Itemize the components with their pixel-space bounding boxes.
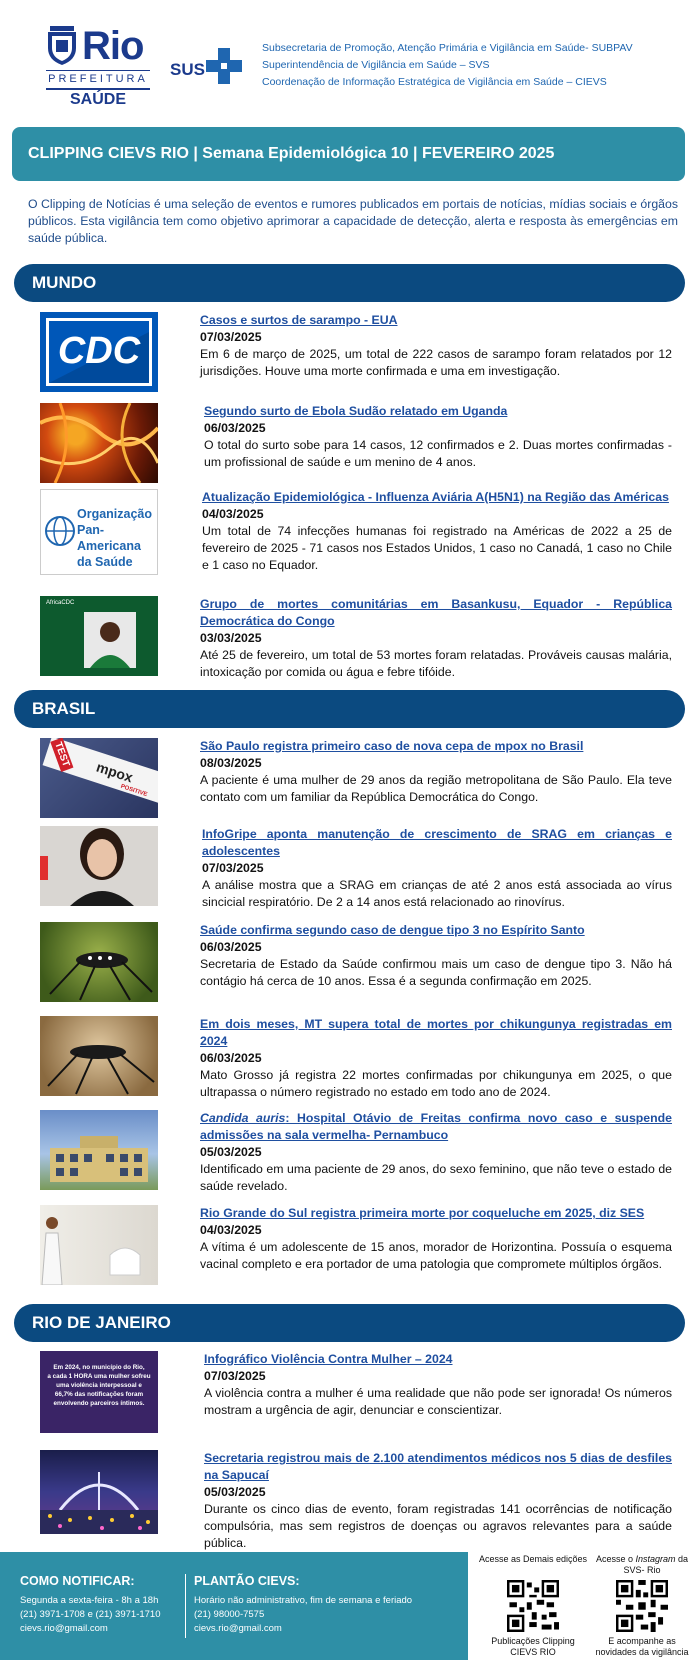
qr-instagram-caption bbox=[587, 1552, 697, 1576]
qr-editions-caption: Acesse as Demais edições bbox=[478, 1554, 588, 1564]
africa-cdc-label: AfricaCDC bbox=[46, 600, 75, 606]
headline-link[interactable]: Grupo de mortes comunitárias em Basankusu, Equador - República Democrática do Congo bbox=[200, 597, 672, 628]
news-date: 08/03/2025 bbox=[200, 756, 262, 770]
positive-label: POSITIVE bbox=[119, 783, 148, 799]
news-date: 06/03/2025 bbox=[204, 421, 266, 435]
news-date: 04/03/2025 bbox=[200, 1223, 262, 1237]
opas-logo-line: Pan-Americana bbox=[77, 523, 141, 553]
infographic-thumbnail[interactable] bbox=[40, 1351, 158, 1433]
infographic-line: Em 2024, no município do Rio, bbox=[53, 1364, 145, 1371]
notify-hours: Segunda a sexta-feira - 8h a 18h bbox=[20, 1595, 159, 1606]
plantao-title: PLANTÃO CIEVS: bbox=[194, 1574, 300, 1588]
headline-link[interactable]: São Paulo registra primeiro caso de nova cepa de mpox no Brasil bbox=[200, 739, 584, 753]
infographic-line: envolvendo parceiros íntimos. bbox=[53, 1400, 145, 1407]
infographic-line: a cada 1 HORA uma mulher sofreu bbox=[47, 1373, 151, 1380]
headline-link[interactable] bbox=[200, 1110, 672, 1144]
news-date: 07/03/2025 bbox=[204, 1369, 266, 1383]
building-icon bbox=[40, 1110, 158, 1190]
headline-link[interactable]: Saúde confirma segundo caso de dengue tipo 3 no Espírito Santo bbox=[200, 923, 585, 937]
header-line-subpav: Subsecretaria de Promoção, Atenção Primária e Vigilância em Saúde- SUBPAV bbox=[262, 42, 633, 54]
mosquito-image[interactable] bbox=[40, 922, 158, 1002]
plantao-phone[interactable]: (21) 98000-7575 bbox=[194, 1609, 265, 1620]
news-summary: O total do surto sobe para 14 casos, 12 confirmados e 2. Duas mortes confirmadas - um profissional de saúde e um menino de 4 anos. bbox=[204, 438, 672, 469]
headline-link[interactable]: Rio Grande do Sul registra primeira morte por coqueluche em 2025, diz SES bbox=[200, 1206, 645, 1220]
opas-logo-line: da Saúde bbox=[77, 555, 133, 569]
headline-link[interactable]: InfoGripe aponta manutenção de crescimento de SRAG em crianças e adolescentes bbox=[202, 827, 672, 858]
opas-logo-thumbnail[interactable] bbox=[40, 489, 158, 575]
rio-wordmark: Rio bbox=[82, 24, 144, 68]
headline-link[interactable]: Infográfico Violência Contra Mulher – 2024 bbox=[204, 1352, 453, 1366]
plantao-cievs bbox=[194, 1574, 464, 1636]
plantao-email[interactable]: cievs.rio@gmail.com bbox=[194, 1623, 282, 1634]
news-summary: A análise mostra que a SRAG em crianças de até 2 anos está associada ao vírus sincicial respiratório. De 2 a 14 anos está relacionado ao rinovírus. bbox=[202, 878, 672, 909]
caption-instagram: Instagram bbox=[635, 1554, 676, 1564]
person-icon bbox=[40, 826, 158, 906]
section-header-brasil: BRASIL bbox=[14, 690, 685, 728]
opas-globe-icon bbox=[45, 516, 75, 546]
researcher-portrait[interactable] bbox=[40, 826, 158, 906]
section-header-rio-de-janeiro: RIO DE JANEIRO bbox=[14, 1304, 685, 1342]
news-date: 06/03/2025 bbox=[200, 940, 262, 954]
news-summary: Até 25 de fevereiro, um total de 53 mortes foram relatadas. Prováveis causas malária, intoxicação por comida ou água e febre tifóide. bbox=[200, 648, 672, 679]
presenter-image[interactable] bbox=[40, 1205, 158, 1285]
speaker-frame bbox=[84, 612, 136, 668]
news-date: 04/03/2025 bbox=[202, 507, 264, 521]
news-date: 03/03/2025 bbox=[200, 631, 262, 645]
qr-code-icon[interactable] bbox=[507, 1580, 559, 1632]
notify-phones[interactable]: (21) 3971-1708 e (21) 3971-1710 bbox=[20, 1609, 161, 1620]
page-title: CLIPPING CIEVS RIO | Semana Epidemiológica 10 | FEVEREIRO 2025 bbox=[12, 127, 685, 181]
headline-link[interactable]: Segundo surto de Ebola Sudão relatado em Uganda bbox=[204, 404, 508, 418]
sus-logo bbox=[170, 46, 242, 86]
headline-rest: : Hospital Otávio de Freitas confirma novo caso e suspende admissões na sala vermelha- Pernambuco bbox=[200, 1111, 672, 1142]
news-date: 07/03/2025 bbox=[200, 330, 262, 344]
saude-label: SAÚDE bbox=[46, 88, 150, 109]
notify-email[interactable]: cievs.rio@gmail.com bbox=[20, 1623, 108, 1634]
section-header-mundo: MUNDO bbox=[14, 264, 685, 302]
qr-editions-label: Publicações Clipping CIEVS RIO bbox=[491, 1636, 575, 1657]
headline-link[interactable]: Em dois meses, MT supera total de mortes por chikungunya registradas em 2024 bbox=[200, 1017, 672, 1048]
qr-instagram bbox=[587, 1552, 697, 1660]
prefeitura-label: PREFEITURA bbox=[46, 70, 150, 85]
mosquito-icon bbox=[40, 922, 158, 1002]
sapucai-night-image[interactable] bbox=[40, 1450, 158, 1534]
red-tab-shape bbox=[40, 856, 48, 880]
news-summary: Secretaria de Estado da Saúde confirmou mais um caso de dengue tipo 3. Não há contágio há cerca de 10 anos. Essa é a segunda confirmação em 2025. bbox=[200, 957, 672, 988]
qr-code-icon[interactable] bbox=[616, 1580, 668, 1632]
cdc-logo-text: CDC bbox=[57, 330, 141, 372]
prefeitura-rio-logo bbox=[42, 24, 152, 110]
footer-divider bbox=[185, 1574, 186, 1638]
mpox-label: mpox bbox=[94, 758, 135, 786]
contact-panel bbox=[0, 1552, 468, 1660]
cdc-logo-thumbnail[interactable] bbox=[40, 312, 158, 392]
headline-italic: Candida auris bbox=[200, 1111, 286, 1125]
intro-paragraph: O Clipping de Notícias é uma seleção de eventos e rumores publicados em portais de notícias, mídias sociais e órgãos públicos. Esta vigilância tem como objetivo aprimorar a capacidade de detecção, alerta e resposta às emergências em saúde pública. bbox=[28, 197, 678, 245]
qr-editions bbox=[478, 1552, 588, 1660]
news-date: 05/03/2025 bbox=[204, 1485, 266, 1499]
headline-link[interactable]: Casos e surtos de sarampo - EUA bbox=[200, 313, 398, 327]
news-summary: Um total de 74 infecções humanas foi registrado na Américas de 2022 a 25 de fevereiro de 2025 - 71 casos nos Estados Unidos, 1 caso no Canadá, 1 caso no Chile e 1 caso no Equador. bbox=[202, 524, 672, 572]
caption-part: Acesse o bbox=[595, 1554, 636, 1564]
plantao-hours: Horário não administrativo, fim de semana e feriado bbox=[194, 1595, 413, 1606]
caption-part: da SVS- Rio bbox=[623, 1554, 689, 1575]
mosquito-skin-image[interactable] bbox=[40, 1016, 158, 1096]
sus-cross-icon bbox=[206, 48, 242, 84]
headline-link[interactable]: Atualização Epidemiológica - Influenza Aviária A(H5N1) na Região das Américas bbox=[202, 490, 669, 504]
header-line-cievs: Coordenação de Informação Estratégica de Vigilância em Saúde – CIEVS bbox=[262, 76, 607, 88]
news-date: 07/03/2025 bbox=[202, 861, 264, 875]
infographic-line: 66,7% das notificações foram bbox=[54, 1391, 144, 1398]
header bbox=[0, 0, 697, 120]
sus-wordmark: SUS bbox=[170, 60, 205, 79]
opas-logo-line: Organização bbox=[77, 507, 153, 521]
africa-cdc-video-thumbnail[interactable] bbox=[40, 596, 158, 676]
news-date: 05/03/2025 bbox=[200, 1145, 262, 1159]
news-summary: Mato Grosso já registra 22 mortes confirmadas por chikungunya em 2025, o que ultrapassa o número registrado no estado em todo ano de 2024. bbox=[200, 1068, 672, 1099]
news-date: 06/03/2025 bbox=[200, 1051, 262, 1065]
infographic-line: uma violência interpessoal e bbox=[56, 1382, 142, 1389]
como-notificar-title: COMO NOTIFICAR: bbox=[20, 1574, 135, 1588]
footer bbox=[0, 1552, 697, 1660]
como-notificar bbox=[20, 1574, 180, 1636]
mosquito-icon bbox=[40, 1016, 158, 1096]
header-organization-lines bbox=[262, 40, 682, 91]
news-summary: Identificado em uma paciente de 29 anos, do sexo feminino, que não teve o estado de saúde revelado. bbox=[200, 1162, 672, 1193]
header-line-svs: Superintendência de Vigilância em Saúde – SVS bbox=[262, 59, 490, 71]
headline-link[interactable]: Secretaria registrou mais de 2.100 atendimentos médicos nos 5 dias de desfiles na Sapucaí bbox=[204, 1451, 672, 1482]
opas-logo-text bbox=[77, 506, 157, 570]
virus-strands-icon bbox=[40, 403, 158, 483]
rio-crest-icon bbox=[44, 26, 80, 66]
sambodromo-icon bbox=[40, 1450, 158, 1534]
news-summary: A paciente é uma mulher de 29 anos da região metropolitana de São Paulo. Ela teve contato com um familiar da República Democrática do Congo. bbox=[200, 773, 672, 804]
news-summary: A violência contra a mulher é uma realidade que não pode ser ignorada! Os números mostram a urgência de agir, denunciar e conscientizar. bbox=[204, 1386, 672, 1417]
infographic-text bbox=[40, 1363, 158, 1408]
mpox-test-image[interactable] bbox=[40, 738, 158, 818]
news-summary: Em 6 de março de 2025, um total de 222 casos de sarampo foram relatados por 12 jurisdições. Houve uma morte confirmada e uma em investigação. bbox=[200, 347, 672, 378]
news-summary: Durante os cinco dias de evento, foram registradas 141 ocorrências de notificação compulsória, mas sem registros de doenças ou agravos relevantes para a saúde pública. bbox=[204, 1502, 672, 1550]
ebola-virus-image[interactable] bbox=[40, 403, 158, 483]
person-icon bbox=[40, 1205, 158, 1285]
news-summary: A vítima é um adolescente de 15 anos, morador de Horizontina. Possuía o esquema vacinal completo e era portador de uma patologia que compromete múltiplos órgãos. bbox=[200, 1240, 672, 1271]
hospital-building-image[interactable] bbox=[40, 1110, 158, 1190]
qr-instagram-label: E acompanhe as novidades da vigilância bbox=[595, 1636, 689, 1657]
test-label: TEST bbox=[50, 738, 73, 772]
person-icon bbox=[84, 612, 136, 668]
